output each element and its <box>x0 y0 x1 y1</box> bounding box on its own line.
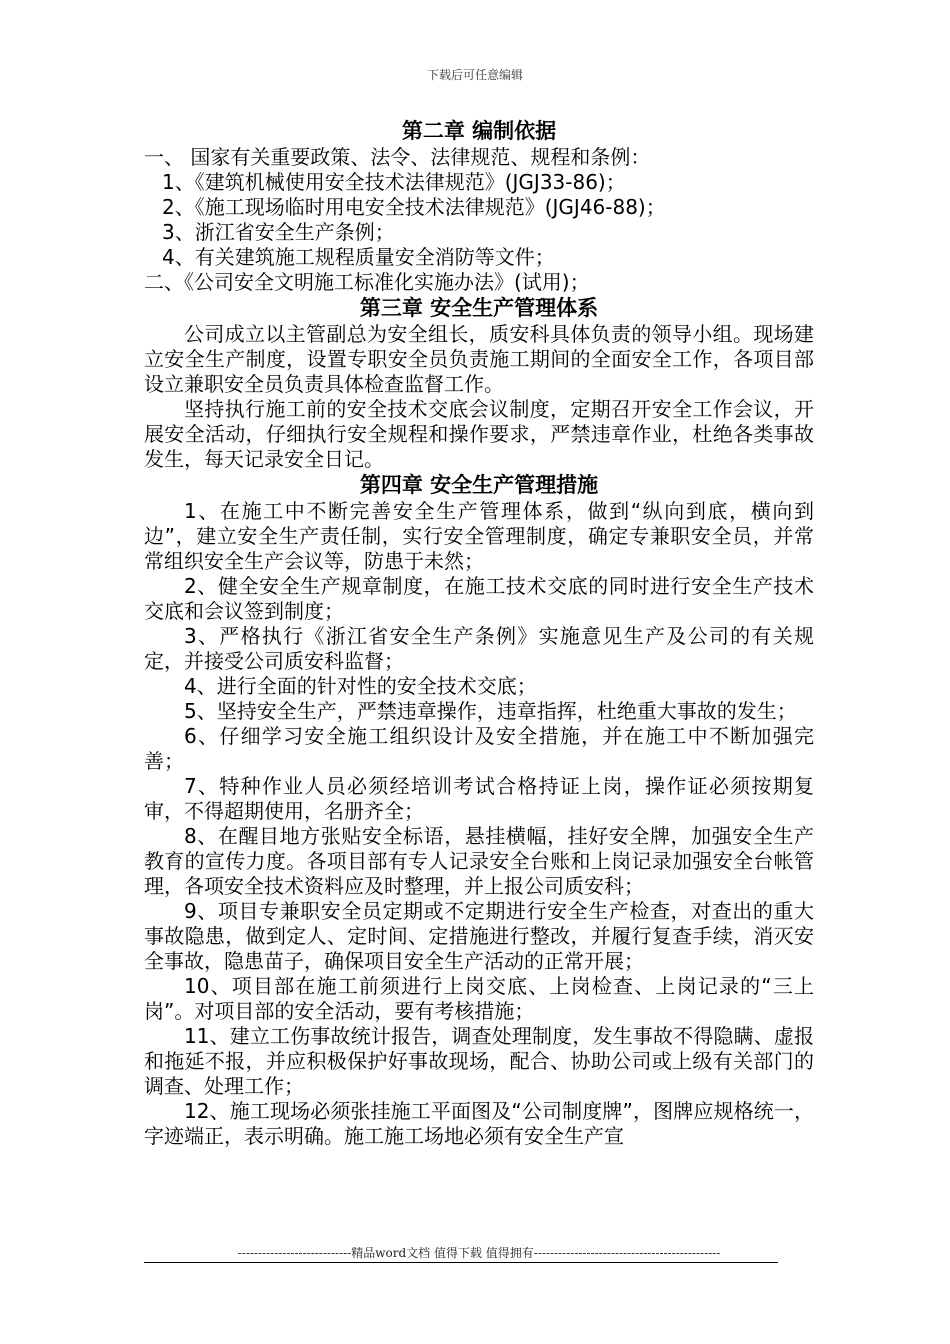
basis-subitem-1: 1、《建筑机械使用安全技术法律规范》(JGJ33-86)； <box>162 170 626 194</box>
measure-item: 1、在施工中不断完善安全生产管理体系，做到“纵向到底，横向到边”，建立安全生产责任制，实行安全管理制度，确定专兼职安全员，并常常组织安全生产会议等，防患于未然； <box>144 499 814 573</box>
measure-item: 11、建立工伤事故统计报告，调查处理制度，发生事故不得隐瞒、虚报和拖延不报，并应积极保护好事故现场，配合、协助公司或上级有关部门的调查、处理工作； <box>144 1024 814 1098</box>
document-body <box>144 118 814 1149</box>
header-note: 下载后可任意编辑 <box>426 68 523 82</box>
measure-item: 2、健全安全生产规章制度，在施工技术交底的同时进行安全生产技术交底和会议签到制度； <box>144 574 814 623</box>
chapter-3-paragraph: 公司成立以主管副总为安全组长，质安科具体负责的领导小组。现场建立安全生产制度，设置专职安全员负责施工期间的全面安全工作，各项目部设立兼职安全员负责具体检查监督工作。 <box>144 322 814 396</box>
measure-item: 12、施工现场必须张挂施工平面图及“公司制度牌”，图牌应规格统一，字迹端正，表示明确。施工施工场地必须有安全生产宣 <box>144 1099 814 1148</box>
chapter-3-paragraph: 坚持执行施工前的安全技术交底会议制度，定期召开安全工作会议，开展安全活动，仔细执行安全规程和操作要求，严禁违章作业，杜绝各类事故发生，每天记录安全日记。 <box>144 397 814 471</box>
basis-subitem-2: 2、《施工现场临时用电安全技术法律规范》(JGJ46-88)； <box>162 195 666 219</box>
footer-divider <box>144 1262 778 1263</box>
measure-item: 5、坚持安全生产，严禁违章操作，违章指挥，杜绝重大事故的发生； <box>184 699 797 723</box>
basis-item-1: 一、 国家有关重要政策、法令、法律规范、规程和条例： <box>144 145 651 169</box>
chapter-2-title: 第二章 编制依据 <box>401 119 557 143</box>
measure-item: 6、仔细学习安全施工组织设计及安全措施，并在施工中不断加强完善； <box>144 724 814 773</box>
measure-item: 8、在醒目地方张贴安全标语，悬挂横幅，挂好安全牌，加强安全生产教育的宣传力度。各项目部有专人记录安全台账和上岗记录加强安全台帐管理，各项安全技术资料应及时整理，并上报公司质安科； <box>144 824 814 898</box>
measure-item: 10、项目部在施工前须进行上岗交底、上岗检查、上岗记录的“三上岗”。对项目部的安全活动，要有考核措施； <box>144 974 814 1023</box>
chapter-3-title: 第三章 安全生产管理体系 <box>359 296 599 320</box>
measure-item: 7、特种作业人员必须经培训考试合格持证上岗，操作证必须按期复审，不得超期使用，名册齐全； <box>144 774 814 823</box>
measure-item: 3、严格执行《浙江省安全生产条例》实施意见生产及公司的有关规定，并接受公司质安科监督； <box>144 624 814 673</box>
basis-subitem-4: 4、有关建筑施工规程质量安全消防等文件； <box>162 245 555 269</box>
chapter-4-title: 第四章 安全生产管理措施 <box>359 473 599 497</box>
basis-item-2: 二、《公司安全文明施工标准化实施办法》(试用)； <box>144 270 590 294</box>
measure-item: 9、项目专兼职安全员定期或不定期进行安全生产检查，对查出的重大事故隐患，做到定人、定时间、定措施进行整改，并履行复查手续，消灭安全事故，隐患苗子，确保项目安全生产活动的正常开展； <box>144 899 814 973</box>
basis-subitem-3: 3、浙江省安全生产条例； <box>162 220 395 244</box>
footer-note: ----------------------------精品word文档 值得下载 值得拥有---------------------------------------------- <box>237 1246 721 1260</box>
measure-item: 4、进行全面的针对性的安全技术交底； <box>184 674 537 698</box>
